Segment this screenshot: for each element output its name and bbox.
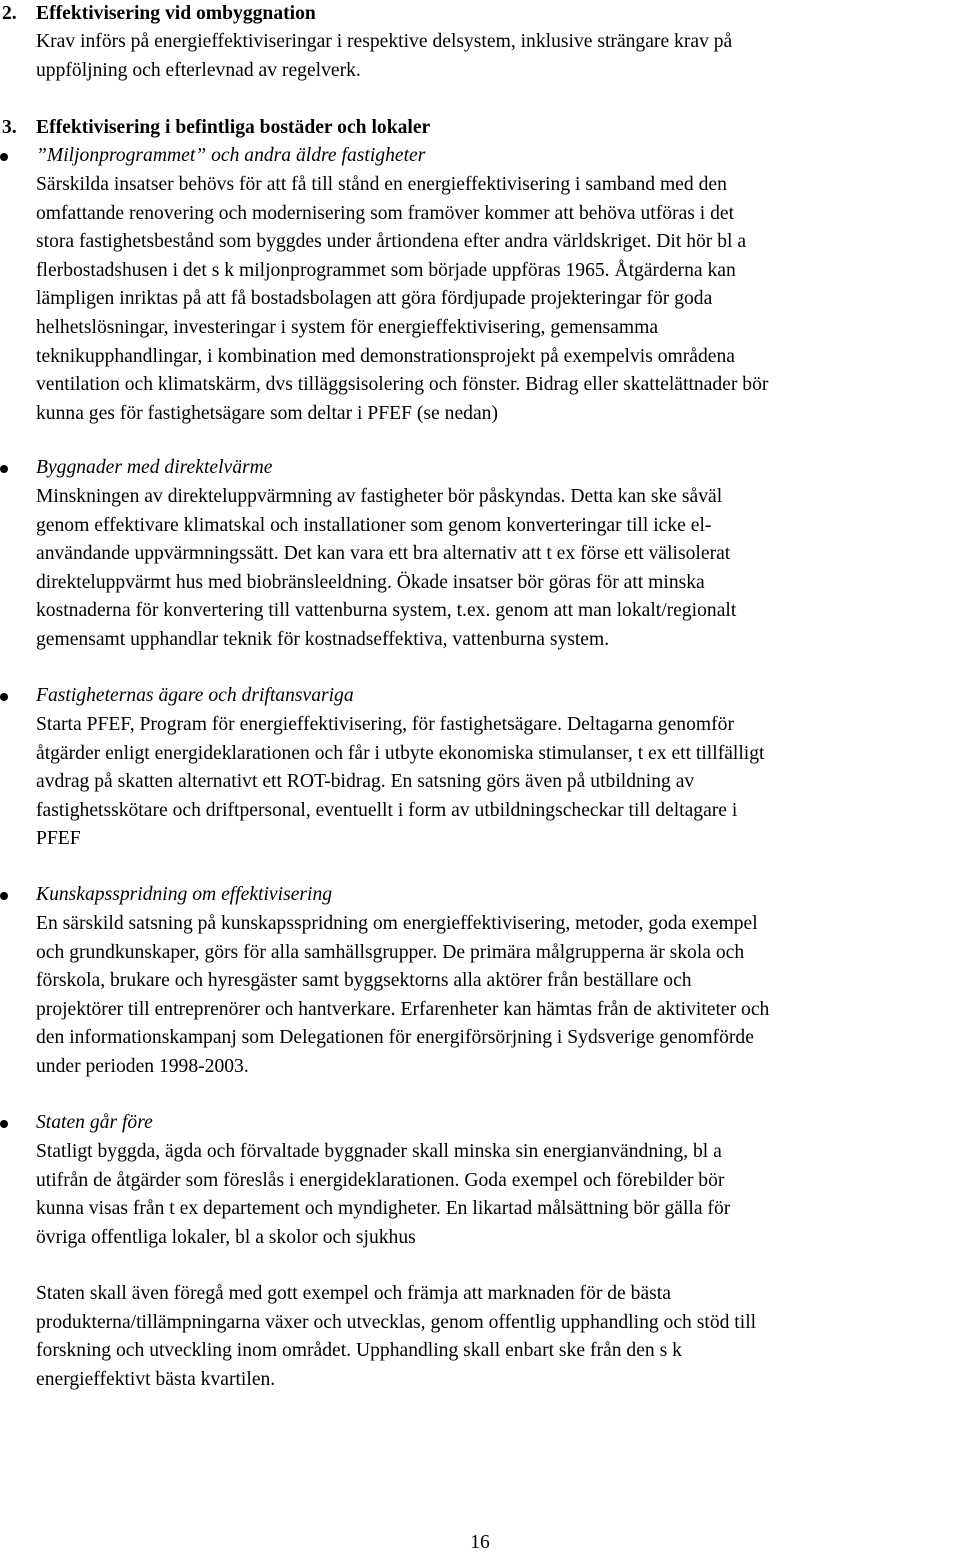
paragraph-line: övriga offentliga lokaler, bl a skolor och sjukhus	[36, 1226, 416, 1248]
section-3-number: 3.	[2, 117, 17, 138]
paragraph-line: genom effektivare klimatskal och installationer som genom konverteringar till icke el-	[36, 514, 712, 536]
bullet-title: Byggnader med direktelvärme	[36, 457, 273, 478]
paragraph-line: Staten skall även föregå med gott exempel och främja att marknaden för de bästa	[36, 1283, 671, 1304]
paragraph-line: Minskningen av direkteluppvärmning av fastigheter bör påskyndas. Detta kan ske såväl	[36, 486, 723, 507]
bullet-staten-gar-fore-extra-body	[36, 1280, 954, 1394]
paragraph-line: Statligt byggda, ägda och förvaltade byggnader skall minska sin energianvändning, bl a	[36, 1141, 722, 1162]
paragraph-line: helhetslösningar, investeringar i system för energieffektivisering, gemensamma	[36, 316, 659, 338]
paragraph-line: stora fastighetsbestånd som byggdes under årtiondena efter andra världskriget. Dit hör bl a	[36, 231, 747, 253]
paragraph-line: förskola, brukare och hyresgäster samt byggsektorns alla aktörer från beställare och	[36, 970, 692, 992]
bullet-title: Kunskapsspridning om effektivisering	[36, 884, 333, 905]
bullet-dot-icon	[0, 693, 8, 701]
bullet-title: ”Miljonprogrammet” och andra äldre fastigheter	[36, 145, 426, 166]
bullet-staten-gar-fore-body	[36, 1138, 954, 1252]
bullet-dot-icon	[0, 892, 8, 900]
section-2-number: 2.	[2, 3, 17, 24]
paragraph-line: användande uppvärmningssätt. Det kan vara ett bra alternativ att t ex förse ett välisolerat	[36, 543, 731, 565]
paragraph-line: kunna ges för fastighetsägare som deltar i PFEF (se nedan)	[36, 402, 498, 424]
paragraph-line: gemensamt upphandlar teknik för kostnadseffektiva, vattenburna system.	[36, 628, 610, 650]
paragraph-line: Särskilda insatser behövs för att få till stånd en energieffektivisering i samband med den	[36, 174, 727, 195]
section-2-title: Effektivisering vid ombyggnation	[36, 3, 316, 24]
paragraph-line: En särskild satsning på kunskapsspridning om energieffektivisering, metoder, goda exempel	[36, 913, 758, 934]
paragraph-line: lämpligen inriktas på att få bostadsbolagen att göra fördjupade projekteringar för goda	[36, 288, 713, 310]
bullet-dot-icon	[0, 1120, 8, 1128]
paragraph-line: åtgärder enligt energideklarationen och får i utbyte ekonomiska stimulanser, t ex ett tillfälligt	[36, 742, 765, 764]
paragraph-line: kunna visas från t ex departement och myndigheter. En likartad målsättning bör gälla för	[36, 1198, 731, 1220]
paragraph-line: teknikupphandlingar, i kombination med demonstrationsprojekt på exempelvis områdena	[36, 345, 735, 367]
paragraph-line: flerbostadshusen i det s k miljonprogrammet som började uppföras 1965. Åtgärderna kan	[36, 259, 736, 281]
paragraph-line: energieffektivt bästa kvartilen.	[36, 1368, 276, 1390]
paragraph-line: utifrån de åtgärder som föreslås i energideklarationen. Goda exempel och förebilder bör	[36, 1169, 725, 1191]
paragraph-line: kostnaderna för konvertering till vattenburna system, t.ex. genom att man lokalt/regionalt	[36, 600, 737, 622]
bullet-dot-icon	[0, 465, 8, 473]
paragraph-line: och grundkunskaper, görs för alla samhällsgrupper. De primära målgrupperna är skola och	[36, 941, 745, 963]
page-number: 16	[470, 1532, 490, 1553]
section-3-title: Effektivisering i befintliga bostäder och lokaler	[36, 117, 431, 138]
paragraph-line: ventilation och klimatskärm, dvs tilläggsisolering och fönster. Bidrag eller skattelättnader bör	[36, 374, 769, 396]
bullet-dot-icon	[0, 153, 8, 161]
paragraph-line: produkterna/tillämpningarna växer och utvecklas, genom offentlig upphandling och stöd till	[36, 1311, 757, 1333]
paragraph-line: forskning och utveckling inom området. Upphandling skall enbart ske från den s k	[36, 1340, 682, 1362]
bullet-title: Fastigheternas ägare och driftansvariga	[36, 685, 354, 706]
paragraph-line: avdrag på skatten alternativt ett ROT-bidrag. En satsning görs även på utbildning av	[36, 771, 695, 793]
bullet-miljonprogrammet-body	[36, 171, 954, 428]
section-2-line: uppföljning och efterlevnad av regelverk.	[36, 59, 361, 81]
paragraph-line: Starta PFEF, Program för energieffektivisering, för fastighetsägare. Deltagarna genomför	[36, 714, 734, 735]
paragraph-line: projektörer till entreprenörer och hantverkare. Erfarenheter kan hämtas från de aktiviteter och	[36, 998, 770, 1020]
paragraph-line: PFEF	[36, 828, 81, 850]
bullet-title: Staten går före	[36, 1112, 153, 1133]
paragraph-line: den informationskampanj som Delegationen för energiförsörjning i Sydsverige genomförde	[36, 1027, 754, 1049]
bullet-fastigheternas-agare-body	[36, 711, 954, 854]
paragraph-line: direkteluppvärmt hus med biobränsleeldning. Ökade insatser bör göras för att minska	[36, 571, 705, 593]
section-2-body	[36, 28, 954, 85]
paragraph-line: fastighetsskötare och driftpersonal, eventuellt i form av utbildningscheckar till deltagare i	[36, 799, 738, 821]
section-2-line: Krav införs på energieffektiviseringar i respektive delsystem, inklusive strängare krav på	[36, 31, 733, 52]
bullet-direktelvarme-body	[36, 483, 954, 655]
bullet-kunskapsspridning-body	[36, 910, 954, 1082]
paragraph-line: omfattande renovering och modernisering som framöver kommer att behöva utföras i det	[36, 202, 735, 224]
paragraph-line: under perioden 1998-2003.	[36, 1055, 249, 1077]
